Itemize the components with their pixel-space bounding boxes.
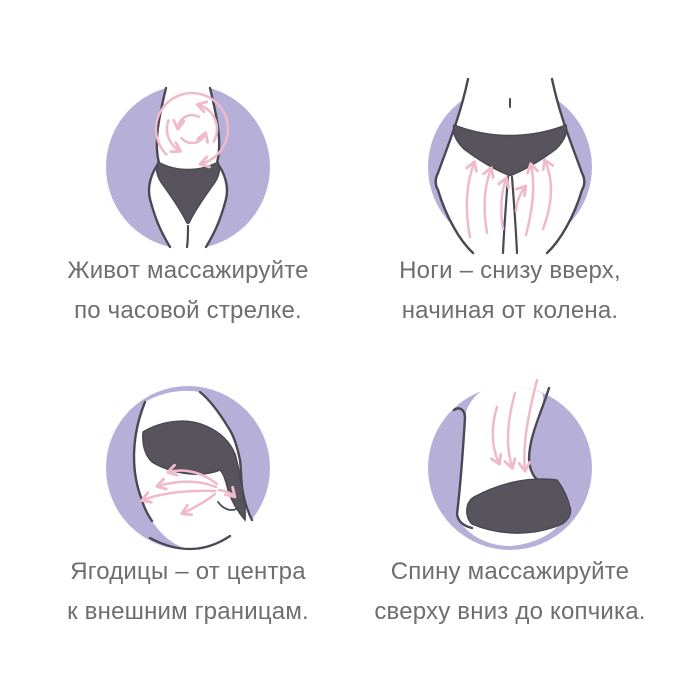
caption-belly <box>67 251 308 331</box>
caption-line: Спину массажируйте <box>390 558 630 585</box>
back-massage-illustration <box>410 378 610 578</box>
panel-buttocks <box>0 350 350 700</box>
caption-buttocks <box>67 552 309 632</box>
caption-line: сверху вниз до копчика. <box>374 598 646 625</box>
caption-line: Ягодицы – от центра <box>70 558 306 585</box>
legs-massage-illustration <box>410 77 610 277</box>
caption-line: начиная от колена. <box>401 297 619 324</box>
panel-belly <box>0 0 350 350</box>
caption-line: по часовой стрелке. <box>74 297 302 324</box>
panel-legs <box>350 0 700 350</box>
caption-line: Ноги – снизу вверх, <box>399 257 621 284</box>
legs-gap-line <box>187 226 188 247</box>
caption-back <box>374 552 645 632</box>
caption-line: Живот массажируйте <box>67 257 309 284</box>
panel-back <box>350 350 700 700</box>
caption-line: к внешним границам. <box>67 598 309 625</box>
caption-legs <box>399 251 621 331</box>
buttocks-massage-illustration <box>88 378 288 578</box>
belly-massage-illustration <box>88 77 288 277</box>
